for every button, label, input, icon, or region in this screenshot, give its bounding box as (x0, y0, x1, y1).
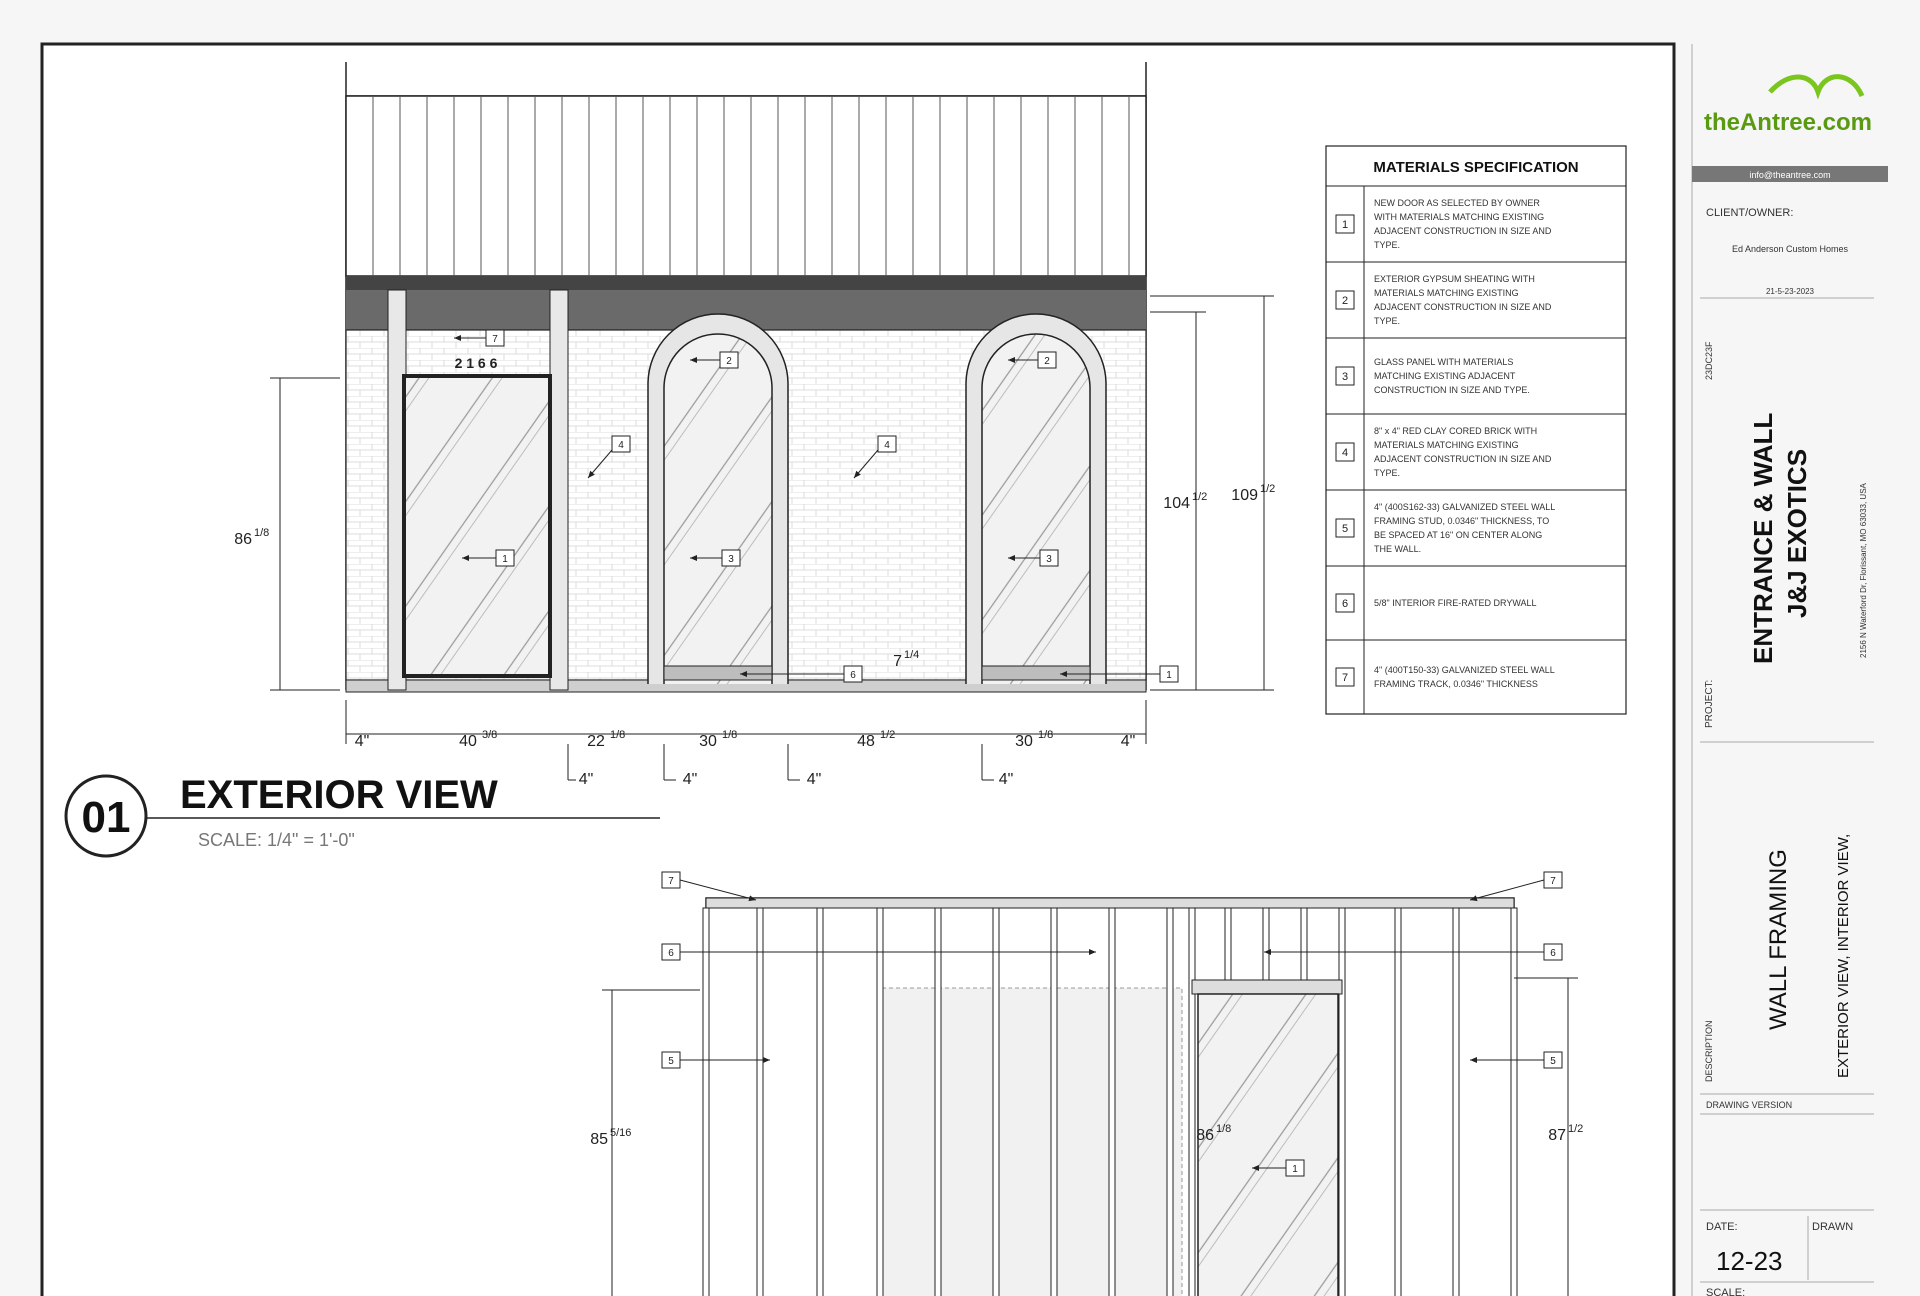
dim-7-frac: 1/4 (904, 649, 920, 661)
materials-description-line: ADJACENT CONSTRUCTION IN SIZE AND (1374, 302, 1552, 312)
svg-text:4: 4 (884, 440, 890, 451)
materials-tag-number: 5 (1341, 523, 1349, 535)
svg-text:7: 7 (492, 334, 498, 345)
svg-text:2: 2 (726, 356, 732, 367)
description-title: WALL FRAMING (1765, 849, 1792, 1030)
materials-specification-table (1326, 146, 1626, 714)
steel-stud (703, 908, 709, 1296)
dim-40: 40 (459, 733, 477, 750)
svg-text:7: 7 (1550, 876, 1556, 887)
dim-4-b: 4" (1120, 733, 1136, 750)
dim-4-c: 4" (578, 771, 594, 788)
svg-text:3: 3 (728, 554, 734, 565)
materials-description-line: 8" x 4" RED CLAY CORED BRICK WITH (1374, 426, 1538, 436)
materials-description-line: TYPE. (1374, 240, 1401, 250)
materials-description-line: MATERIALS MATCHING EXISTING (1374, 288, 1519, 298)
date-label: DATE: (1706, 1221, 1738, 1233)
view-scale: SCALE: 1/4" = 1'-0" (198, 830, 355, 850)
materials-tag-number: 2 (1341, 295, 1349, 307)
arched-window-right (982, 334, 1090, 684)
materials-description-line: 4" (400S162-33) GALVANIZED STEEL WALL (1374, 502, 1556, 512)
materials-tag-number: 1 (1341, 219, 1349, 231)
materials-description-line: EXTERIOR GYPSUM SHEATING WITH (1374, 274, 1535, 284)
description-label: DESCRIPTION (1704, 1020, 1714, 1082)
dim-4-a: 4" (354, 733, 370, 750)
svg-text:7: 7 (668, 876, 674, 887)
materials-tag-number: 3 (1341, 371, 1349, 383)
materials-description-line: FRAMING STUD, 0.0346" THICKNESS, TO (1374, 516, 1550, 526)
materials-description-line: GLASS PANEL WITH MATERIALS (1374, 357, 1514, 367)
materials-description-line: ADJACENT CONSTRUCTION IN SIZE AND (1374, 454, 1552, 464)
dim-30-a-frac: 1/8 (722, 729, 738, 741)
entrance-door (404, 376, 550, 676)
steel-stud (1051, 908, 1057, 1296)
description-sub: EXTERIOR VIEW, INTERIOR VIEW, (1835, 833, 1852, 1078)
scale-label: SCALE: (1706, 1287, 1746, 1296)
date-value: 12-23 (1716, 1246, 1783, 1276)
dim-86-frac: 1/8 (254, 527, 270, 539)
svg-text:2: 2 (1044, 356, 1050, 367)
steel-stud (1453, 908, 1459, 1296)
materials-description-line: MATCHING EXISTING ADJACENT (1374, 371, 1516, 381)
dim-7: 7 (893, 653, 902, 670)
materials-description-line: ADJACENT CONSTRUCTION IN SIZE AND (1374, 226, 1552, 236)
svg-text:5: 5 (1550, 1056, 1556, 1067)
svg-text:1: 1 (1292, 1164, 1298, 1175)
svg-text:1: 1 (502, 554, 508, 565)
dim-4-d: 4" (682, 771, 698, 788)
svg-text:6: 6 (1550, 948, 1556, 959)
dim-22: 22 (587, 733, 605, 750)
dim-86-int: 86 (1196, 1127, 1214, 1144)
steel-stud (1109, 908, 1115, 1296)
materials-description-line: FRAMING TRACK, 0.0346" THICKNESS (1374, 679, 1538, 689)
view-number: 01 (81, 793, 131, 842)
materials-tag-number: 7 (1341, 672, 1349, 684)
materials-description-line: BE SPACED AT 16" ON CENTER ALONG (1374, 530, 1543, 540)
steel-stud (1189, 908, 1195, 1296)
steel-stud (1167, 908, 1173, 1296)
dim-104: 104 (1163, 495, 1190, 512)
dim-40-frac: 3/8 (482, 729, 498, 741)
project-line2: J&J EXOTICS (1782, 448, 1812, 618)
address-number: 2 1 6 6 (454, 355, 498, 371)
materials-tag-number: 6 (1341, 598, 1349, 610)
svg-text:4: 4 (618, 440, 624, 451)
materials-description-line: THE WALL. (1374, 544, 1422, 554)
steel-stud (817, 908, 823, 1296)
steel-stud (1339, 908, 1345, 1296)
steel-stud (757, 908, 763, 1296)
materials-description-line: MATERIALS MATCHING EXISTING (1374, 440, 1519, 450)
dim-86: 86 (234, 531, 252, 548)
project-address: 2156 N Waterford Dr, Florissant, MO 63033, USA (1859, 483, 1868, 658)
dim-85-frac: 5/16 (610, 1127, 632, 1139)
dim-22-frac: 1/8 (610, 729, 626, 741)
materials-description-line: CONSTRUCTION IN SIZE AND TYPE. (1374, 385, 1530, 395)
materials-description-line: 4" (400T150-33) GALVANIZED STEEL WALL (1374, 665, 1555, 675)
project-label: PROJECT: (1704, 679, 1715, 728)
svg-text:1: 1 (1166, 670, 1172, 681)
steel-stud (935, 908, 941, 1296)
dim-104-frac: 1/2 (1192, 491, 1208, 503)
materials-title: MATERIALS SPECIFICATION (1373, 159, 1579, 176)
materials-tag-number: 4 (1341, 447, 1349, 459)
drawn-label: DRAWN (1812, 1221, 1854, 1233)
dim-87-frac: 1/2 (1568, 1123, 1584, 1135)
svg-text:5: 5 (668, 1056, 674, 1067)
materials-description-line: NEW DOOR AS SELECTED BY OWNER (1374, 198, 1540, 208)
dim-48: 48 (857, 733, 875, 750)
dim-85: 85 (590, 1131, 608, 1148)
dim-30-b: 30 (1015, 733, 1033, 750)
client-label: CLIENT/OWNER: (1706, 207, 1794, 219)
exterior-elevation (346, 62, 1146, 692)
steel-stud (1395, 908, 1401, 1296)
dim-4-e: 4" (806, 771, 822, 788)
arched-window-left (664, 334, 772, 684)
dim-86-int-frac: 1/8 (1216, 1123, 1232, 1135)
client-name: Ed Anderson Custom Homes (1731, 244, 1849, 254)
dim-109: 109 (1231, 487, 1258, 504)
dim-30-a: 30 (699, 733, 717, 750)
email: info@theantree.com (1749, 170, 1831, 180)
materials-description-line: 5/8" INTERIOR FIRE-RATED DRYWALL (1374, 598, 1537, 608)
svg-text:3: 3 (1046, 554, 1052, 565)
steel-stud (993, 908, 999, 1296)
date-code: 21-5-23-2023 (1765, 287, 1815, 296)
view-title: EXTERIOR VIEW (180, 773, 498, 817)
dim-48-frac: 1/2 (880, 729, 896, 741)
dim-109-frac: 1/2 (1260, 483, 1276, 495)
materials-description-line: TYPE. (1374, 316, 1401, 326)
steel-stud (877, 908, 883, 1296)
dim-87: 87 (1548, 1127, 1566, 1144)
project-code: 23DC23F (1704, 341, 1714, 380)
materials-description-line: TYPE. (1374, 468, 1401, 478)
steel-stud (1511, 908, 1517, 1296)
logo-text: theAntree.com (1703, 109, 1873, 136)
materials-description-line: WITH MATERIALS MATCHING EXISTING (1374, 212, 1545, 222)
dim-4-f: 4" (998, 771, 1014, 788)
project-line1: ENTRANCE & WALL (1748, 412, 1778, 664)
dim-30-b-frac: 1/8 (1038, 729, 1054, 741)
interior-framing (703, 898, 1517, 1296)
interior-door (1198, 994, 1338, 1296)
version-label: DRAWING VERSION (1706, 1100, 1793, 1110)
svg-text:6: 6 (850, 670, 856, 681)
svg-text:6: 6 (668, 948, 674, 959)
